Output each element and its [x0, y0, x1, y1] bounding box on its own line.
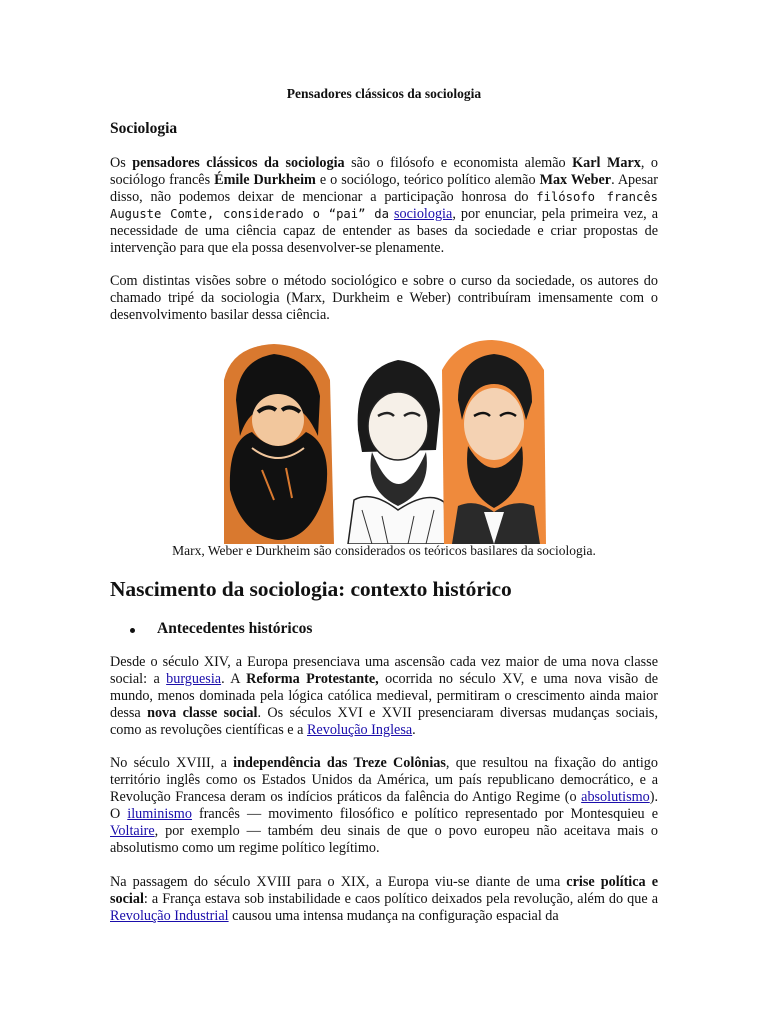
mono-text: filósofo francês Auguste Comte, considerado o “pai” da	[110, 190, 658, 221]
text-run: Desde o século XIV, a Europa presenciava uma ascensão cada vez maior de uma nova classe social: a	[110, 654, 658, 687]
document-title: Pensadores clássicos da sociologia	[286, 86, 482, 101]
text-run: Com distintas visões sobre o método sociológico e sobre o curso da sociedade, os autores do chamado tripé da sociologia (Marx, Durkheim e Weber) contribuíram imensamente com o desenvolvimento basilar dessa ciência.	[110, 273, 658, 323]
text-run: .	[412, 722, 416, 738]
bold-text: Karl Marx	[572, 155, 641, 171]
paragraph-seculo-xviii	[110, 755, 658, 857]
main-heading: Nascimento da sociologia: contexto histórico	[110, 577, 512, 601]
text-run: são o filósofo e economista alemão	[344, 155, 573, 171]
text-run: o	[569, 789, 582, 805]
text-run: Na passagem do século XVIII para o XIX, a Europa viu-se diante de uma	[110, 874, 567, 890]
inline-link[interactable]: iluminismo	[127, 806, 192, 822]
text-run: causou uma intensa mudança na configuração espacial da	[228, 908, 559, 924]
inline-link[interactable]: Revolução Inglesa	[306, 722, 413, 738]
image-caption: Marx, Weber e Durkheim são considerados os teóricos basilares da sociologia.	[172, 543, 596, 558]
text-run: ). O	[110, 789, 658, 822]
paragraph-intro	[110, 155, 658, 257]
inline-link[interactable]: absolutismo	[581, 789, 650, 805]
paragraph-seculo-xix	[110, 874, 658, 925]
bold-text: Reforma Protestante,	[246, 671, 379, 687]
bold-text: independência das Treze Colônias	[233, 755, 446, 771]
bullet-heading: Antecedentes históricos	[157, 620, 313, 637]
text-run: , o sociólogo francês	[110, 155, 658, 188]
durkheim-portrait	[348, 360, 448, 544]
weber-portrait	[442, 340, 546, 544]
bold-text: Émile Durkheim	[214, 172, 316, 188]
portraits-image	[222, 340, 548, 544]
paragraph-tripe	[110, 273, 658, 324]
text-run: . Os séculos XVI e XVII presenciaram diversas mudanças sociais, como as revoluções científicas e a	[110, 705, 658, 738]
text-run: e o sociólogo, teórico político alemão	[315, 172, 540, 188]
text-run: , por enunciar, pela primeira vez, a necessidade de uma ciência capaz de entender as bases da sociedade e criar propostas de intervenção para que ela possa desenvolver-se plenamente.	[110, 206, 659, 256]
text-run: . A	[221, 671, 247, 687]
paragraph-antecedentes	[110, 654, 658, 739]
text-run: , por exemplo — também deu sinais de que o povo europeu não aceitava mais o absolutismo como um regime político legítimo.	[110, 823, 658, 856]
portraits-illustration	[222, 340, 548, 544]
bold-text: nova classe social	[147, 705, 258, 721]
bullet-item	[130, 620, 312, 638]
text-run: . Apesar disso, não podemos deixar de mencionar a participação honrosa do	[110, 172, 658, 205]
section-heading-sociologia: Sociologia	[110, 120, 178, 137]
text-run: : a França estava sob instabilidade e caos político deixados pela revolução, além do que a	[143, 891, 658, 907]
bold-text: Max Weber	[539, 172, 612, 188]
bullet-dot-icon	[130, 628, 135, 633]
text-run: ocorrida no século XV, e uma nova visão de mundo, menos dominada pela lógica católica medieval, permitiram o crescimento ainda maior dessa	[110, 671, 658, 721]
inline-link[interactable]: Revolução Industrial	[110, 908, 229, 924]
text-run: Os	[110, 155, 133, 171]
text-run: francês — movimento filosófico e político representado por Montesquieu e	[191, 806, 658, 822]
marx-portrait	[224, 344, 334, 544]
text-run: , que resultou na fixação do antigo território inglês como os Estados Unidos da América, um país republicano democrático, e a Revolução Francesa deram os indícios práticos da falência do Antigo Regime (	[110, 755, 658, 805]
bold-text: crise política e social	[110, 874, 658, 907]
inline-link[interactable]: sociologia	[393, 206, 453, 222]
inline-link[interactable]: Voltaire	[110, 823, 155, 839]
inline-link[interactable]: burguesia	[166, 671, 222, 687]
text-run: No século XVIII, a	[110, 755, 234, 771]
bold-text: pensadores clássicos da sociologia	[132, 155, 345, 171]
